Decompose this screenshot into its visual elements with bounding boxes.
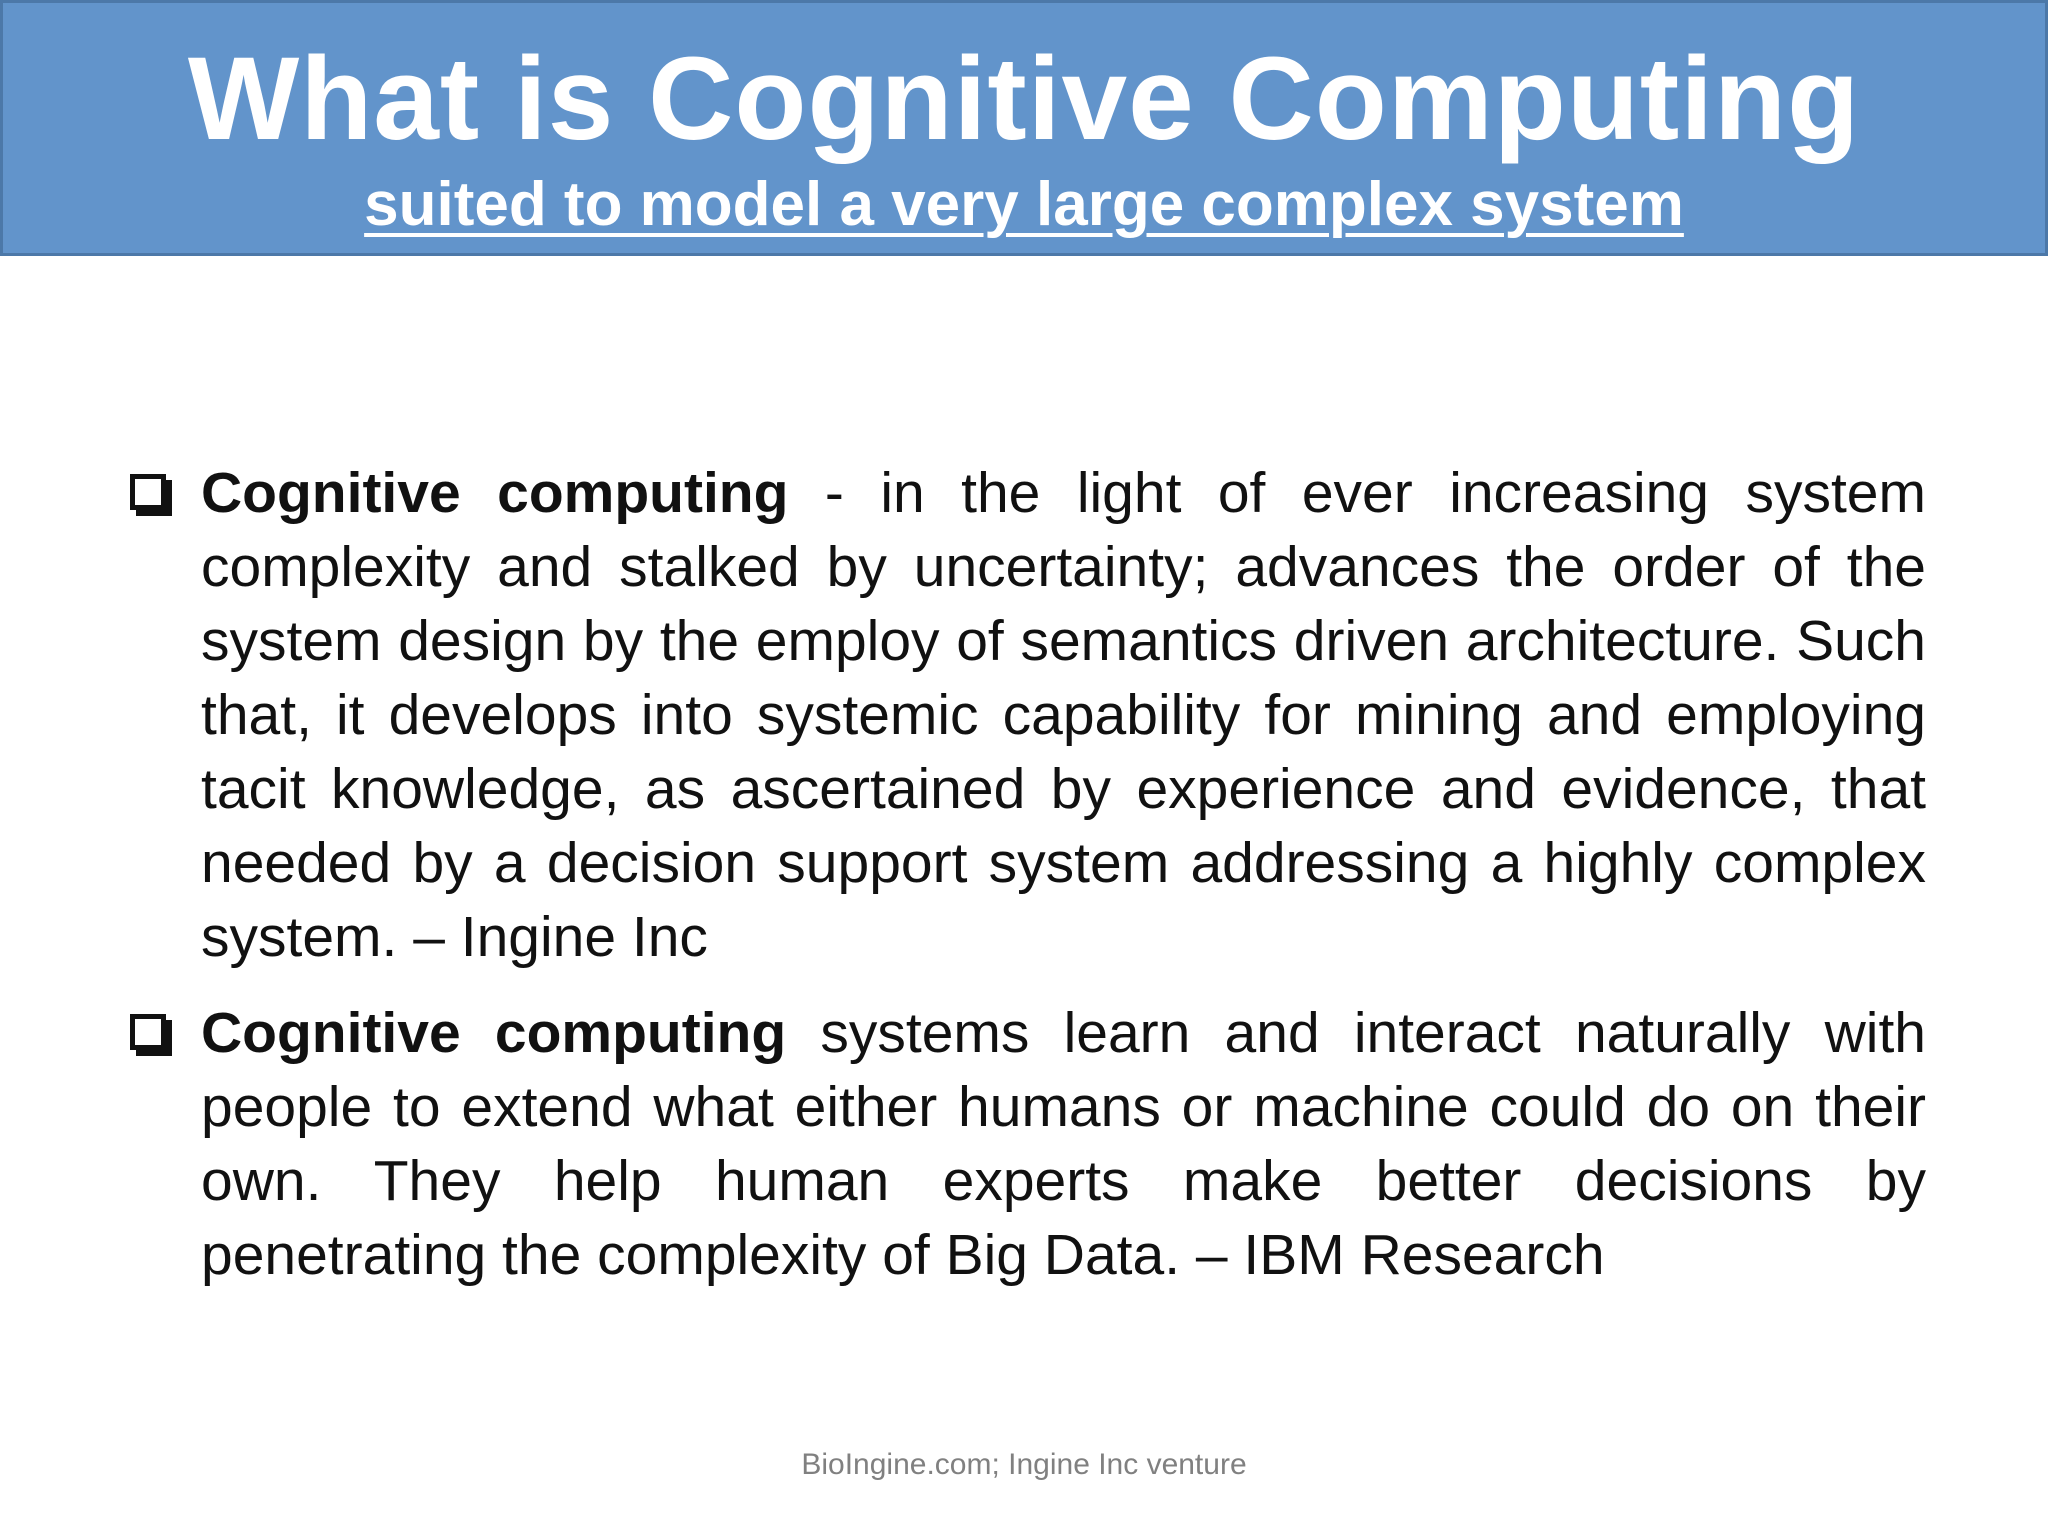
bullet-list	[126, 456, 1926, 1314]
bullet-item-ibm	[126, 996, 1926, 1292]
bullet-body: systems learn and interact naturally with people to extend what either humans or machine could do on their own. They help human experts make better decisions by penetrating the complexity of Big Data. – IBM Research	[201, 1001, 1926, 1287]
bullet-body: - in the light of ever increasing system complexity and stalked by uncertainty; advances the order of the system design by the employ of semantics driven architecture. Such that, it develops into systemic capability for mining and employing tacit knowledge, as ascertained by experience and evidence, that needed by a decision support system addressing a highly complex system. – Ingine Inc	[201, 461, 1926, 969]
checkbox-square-icon	[130, 1014, 166, 1050]
bullet-lead: Cognitive computing	[201, 461, 789, 525]
slide-title: What is Cognitive Computing	[187, 33, 1861, 165]
bullet-lead: Cognitive computing	[201, 1001, 787, 1065]
slide-subtitle: suited to model a very large complex system	[364, 170, 1684, 239]
bullet-item-ingine	[126, 456, 1926, 974]
bullet-text	[201, 456, 1926, 974]
checkbox-square-icon	[130, 474, 166, 510]
bullet-text	[201, 996, 1926, 1292]
footer-credit: BioIngine.com; Ingine Inc venture	[801, 1448, 1247, 1481]
